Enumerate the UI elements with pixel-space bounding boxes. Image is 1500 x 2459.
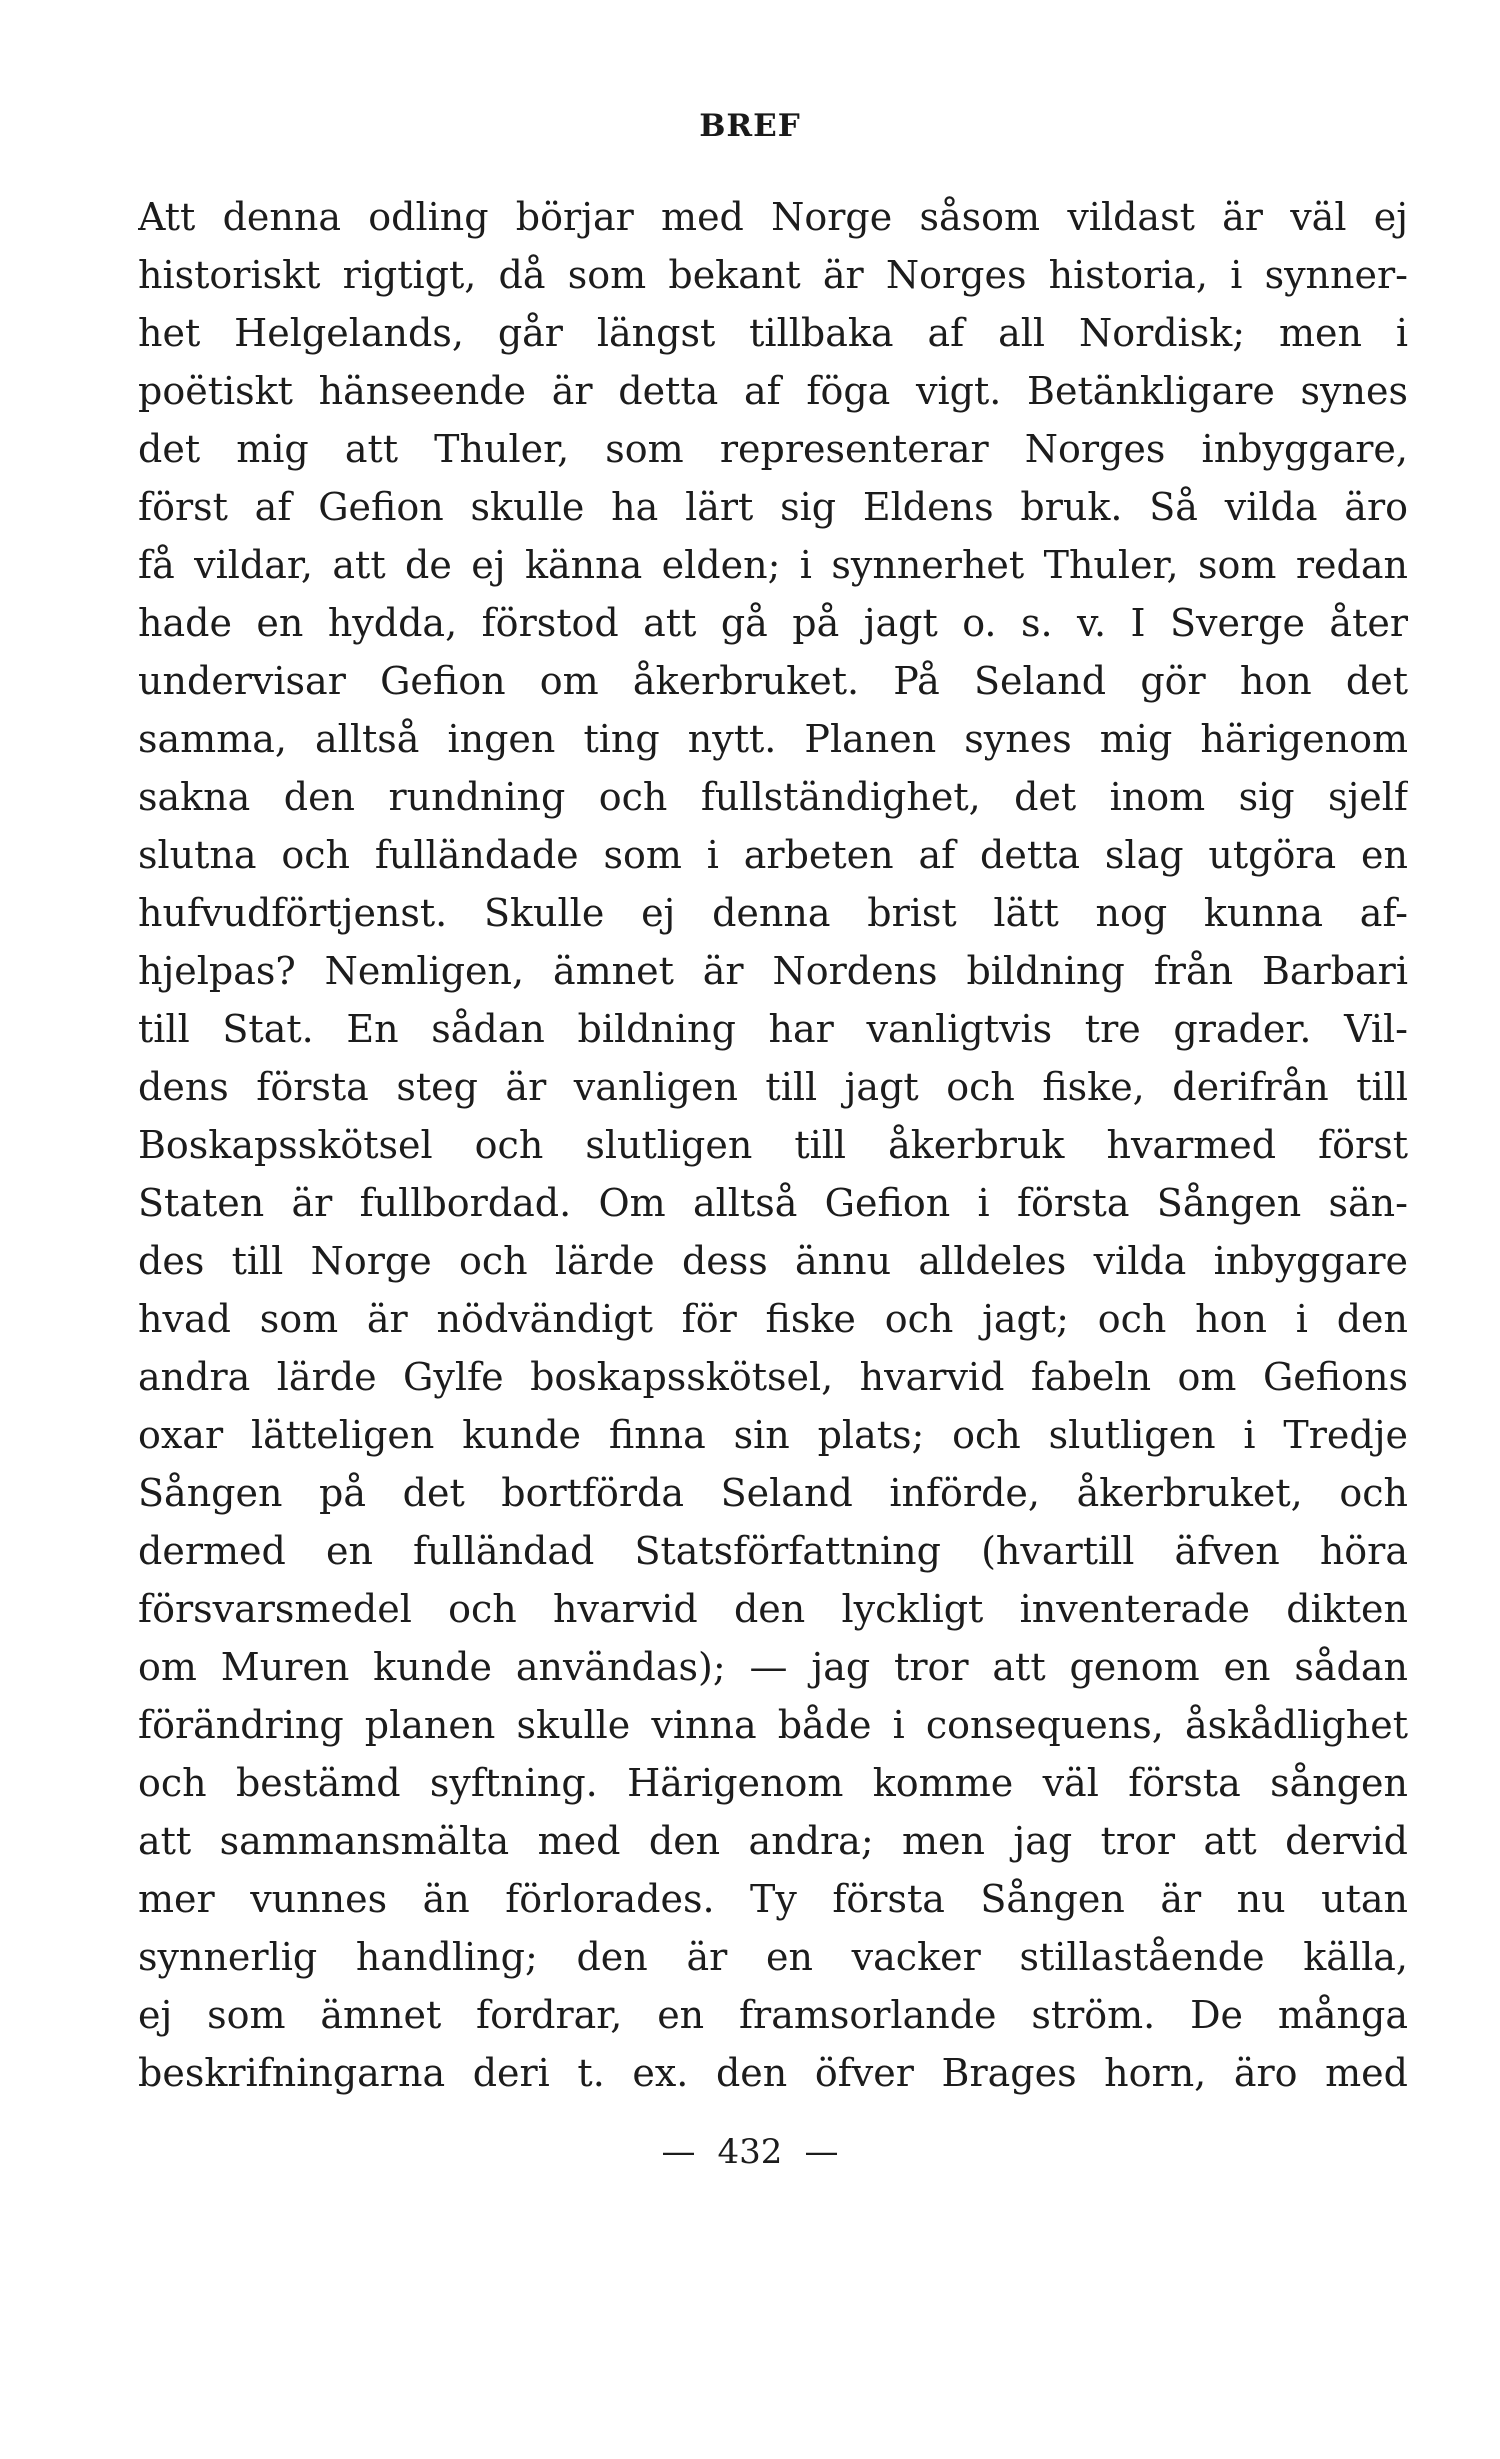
text-line: sakna den rundning och fullständighet, det inom sig sjelf <box>138 775 1408 819</box>
text-line: om Muren kunde användas); — jag tror att genom en sådan <box>138 1645 1408 1689</box>
text-line: mer vunnes än förlorades. Ty första Sången är nu utan <box>138 1877 1408 1921</box>
text-line: samma, alltså ingen ting nytt. Planen synes mig härigenom <box>138 717 1408 761</box>
page-number-footer <box>0 2132 1500 2172</box>
text-line: beskrifningarna deri t. ex. den öfver Brages horn, äro med <box>138 2051 1408 2095</box>
text-line: hade en hydda, förstod att gå på jagt o. s. v. I Sverge åter <box>138 601 1408 645</box>
text-line: att sammansmälta med den andra; men jag tror att dervid <box>138 1819 1408 1863</box>
text-line: poëtiskt hänseende är detta af föga vigt. Betänkligare synes <box>138 369 1408 413</box>
text-line: andra lärde Gylfe boskapsskötsel, hvarvid fabeln om Gefions <box>138 1355 1408 1399</box>
text-line: hjelpas? Nemligen, ämnet är Nordens bildning från Barbari <box>138 949 1408 993</box>
text-line: hufvudförtjenst. Skulle ej denna brist lätt nog kunna af- <box>138 891 1408 935</box>
text-line: till Stat. En sådan bildning har vanligtvis tre grader. Vil- <box>138 1007 1408 1051</box>
text-line: Boskapsskötsel och slutligen till åkerbruk hvarmed först <box>138 1123 1408 1167</box>
text-line: det mig att Thuler, som representerar Norges inbyggare, <box>138 427 1408 471</box>
text-line: synnerlig handling; den är en vacker stillastående källa, <box>138 1935 1408 1979</box>
text-line: ej som ämnet fordrar, en framsorlande ström. De många <box>138 1993 1408 2037</box>
text-line: Att denna odling börjar med Norge såsom vildast är väl ej <box>138 195 1408 239</box>
text-line: historiskt rigtigt, då som bekant är Norges historia, i synner- <box>138 253 1408 297</box>
text-line: få vildar, att de ej känna elden; i synnerhet Thuler, som redan <box>138 543 1408 587</box>
folio-dash-right: — <box>804 2132 839 2172</box>
folio-dash-left: — <box>661 2132 696 2172</box>
text-line: slutna och fulländade som i arbeten af detta slag utgöra en <box>138 833 1408 877</box>
text-line: oxar lätteligen kunde finna sin plats; och slutligen i Tredje <box>138 1413 1408 1457</box>
text-line: dermed en fulländad Statsförfattning (hvartill äfven höra <box>138 1529 1408 1573</box>
text-line: försvarsmedel och hvarvid den lyckligt inventerade dikten <box>138 1587 1408 1631</box>
page-number: 432 <box>717 2132 783 2172</box>
text-line: hvad som är nödvändigt för fiske och jagt; och hon i den <box>138 1297 1408 1341</box>
text-line: het Helgelands, går längst tillbaka af all Nordisk; men i <box>138 311 1408 355</box>
text-line: Sången på det bortförda Seland införde, åkerbruket, och <box>138 1471 1408 1515</box>
text-line: des till Norge och lärde dess ännu alldeles vilda inbyggare <box>138 1239 1408 1283</box>
text-line: först af Gefion skulle ha lärt sig Eldens bruk. Så vilda äro <box>138 485 1408 529</box>
text-line: Staten är fullbordad. Om alltså Gefion i första Sången sän- <box>138 1181 1408 1225</box>
running-title: BREF <box>699 108 801 144</box>
text-line: dens första steg är vanligen till jagt och fiske, derifrån till <box>138 1065 1408 1109</box>
text-line: undervisar Gefion om åkerbruket. På Seland gör hon det <box>138 659 1408 703</box>
body-text <box>138 188 1408 2102</box>
text-line: och bestämd syftning. Härigenom komme väl första sången <box>138 1761 1408 1805</box>
text-line: förändring planen skulle vinna både i consequens, åskådlighet <box>138 1703 1408 1747</box>
